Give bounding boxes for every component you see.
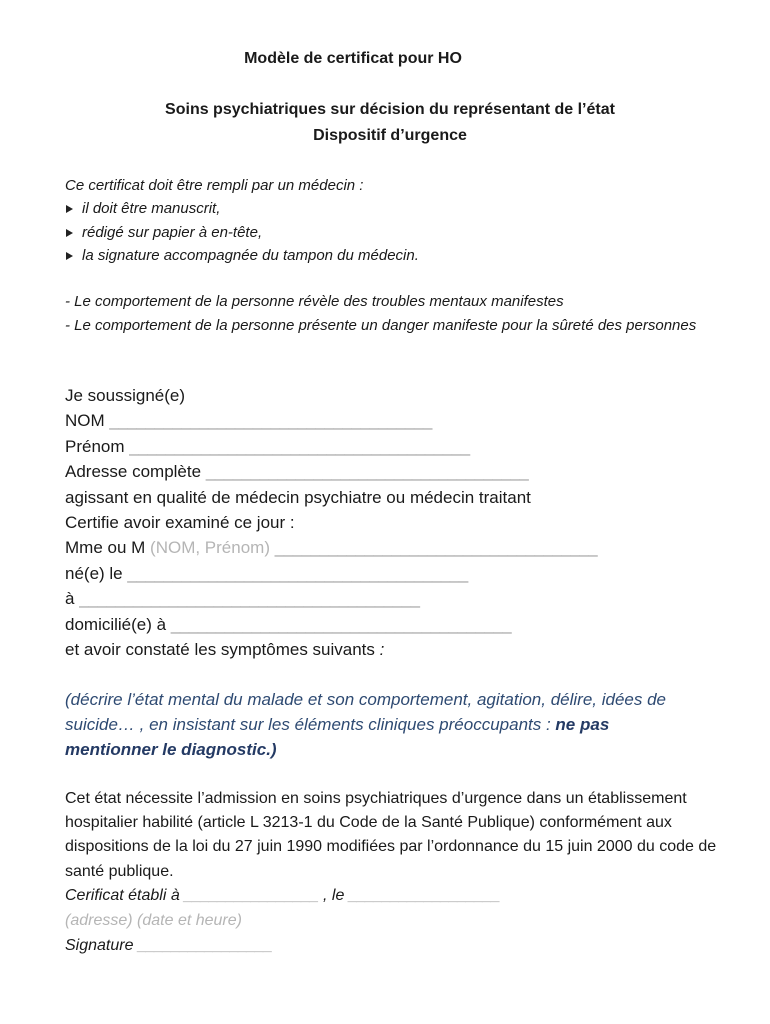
patient-blank[interactable]: ____________________________________ [274,538,598,558]
condition-troubles: - Le comportement de la personne révèle des troubles mentaux manifestes [65,293,564,310]
document-subtitle-urgence: Dispositif d’urgence [313,127,467,144]
etabli-blank[interactable]: ________________ [184,887,319,904]
certificate-form [65,383,597,662]
triangle-bullet-icon [66,252,73,260]
triangle-bullet-icon [66,205,73,213]
birthdate-field[interactable]: né(e) le ______________________________________ [65,563,468,583]
list-item: il doit être manuscrit, [65,197,419,221]
signature-hint: (adresse) (date et heure) [65,912,242,929]
birthdate-blank[interactable]: ______________________________________ [127,563,468,583]
signature-field[interactable]: Signature ________________ [65,937,273,954]
qualite-line: agissant en qualité de médecin psychiatre ou médecin traitant [65,487,531,507]
signature-blank[interactable]: ________________ [137,937,273,954]
list-item: la signature accompagnée du tampon du médecin. [65,244,419,268]
diagnosis-warning: ne pas mentionner le diagnostic.) [65,715,610,759]
closing-paragraph: Cet état nécessite l’admission en soins psychiatriques d’urgence dans un établissement hospitalier habilité (article L 3213-1 du Code de la Santé Publique) conformément aux dispositions de la loi du 27 juin 1990 modifiées par l’ordonnance du 15 juin 2000 du code de santé publique. [65,790,717,880]
etabli-field[interactable]: Cerificat établi à ________________ , le __________________ [65,887,500,904]
nom-field[interactable]: NOM ____________________________________ [65,411,432,431]
conditions-block [65,290,725,337]
prenom-field[interactable]: Prénom ______________________________________ [65,436,470,456]
condition-danger: - Le comportement de la personne présente un danger manifeste pour la sûreté des personnes [65,316,697,334]
birthplace-field[interactable]: à ______________________________________ [65,589,420,609]
birthplace-blank[interactable]: ______________________________________ [79,589,420,609]
nom-blank[interactable]: ____________________________________ [109,411,432,431]
undersigned-line: Je soussigné(e) [65,386,186,405]
adresse-field[interactable]: Adresse complète ____________________________________ [65,462,529,482]
list-item: rédigé sur papier à en-tête, [65,221,419,245]
requirements-list [65,197,419,268]
patient-field[interactable]: Mme ou M (NOM, Prénom) ____________________________________ [65,538,598,558]
document-title: Modèle de certificat pour HO [244,50,462,67]
domicile-field[interactable]: domicilié(e) à ______________________________________ [65,614,512,634]
symptoms-line: et avoir constaté les symptômes suivants : [65,640,385,660]
document-subtitle: Soins psychiatriques sur décision du représentant de l’état [165,101,615,118]
signature-block [65,883,500,958]
certifie-line: Certifie avoir examiné ce jour : [65,513,295,533]
instruction-text: (décrire l’état mental du malade et son comportement, agitation, délire, idées de suicide… , en insistant sur les éléments cliniques préoccupants : ne pas mentionner le diagnostic.) [65,690,666,759]
prenom-blank[interactable]: ______________________________________ [129,436,470,456]
triangle-bullet-icon [66,229,73,237]
intro-text: Ce certificat doit être rempli par un médecin : [65,177,364,194]
date-blank[interactable]: __________________ [348,887,500,904]
domicile-blank[interactable]: ______________________________________ [170,614,512,634]
patient-hint: (NOM, Prénom) [150,538,270,558]
adresse-blank[interactable]: ____________________________________ [205,462,529,482]
